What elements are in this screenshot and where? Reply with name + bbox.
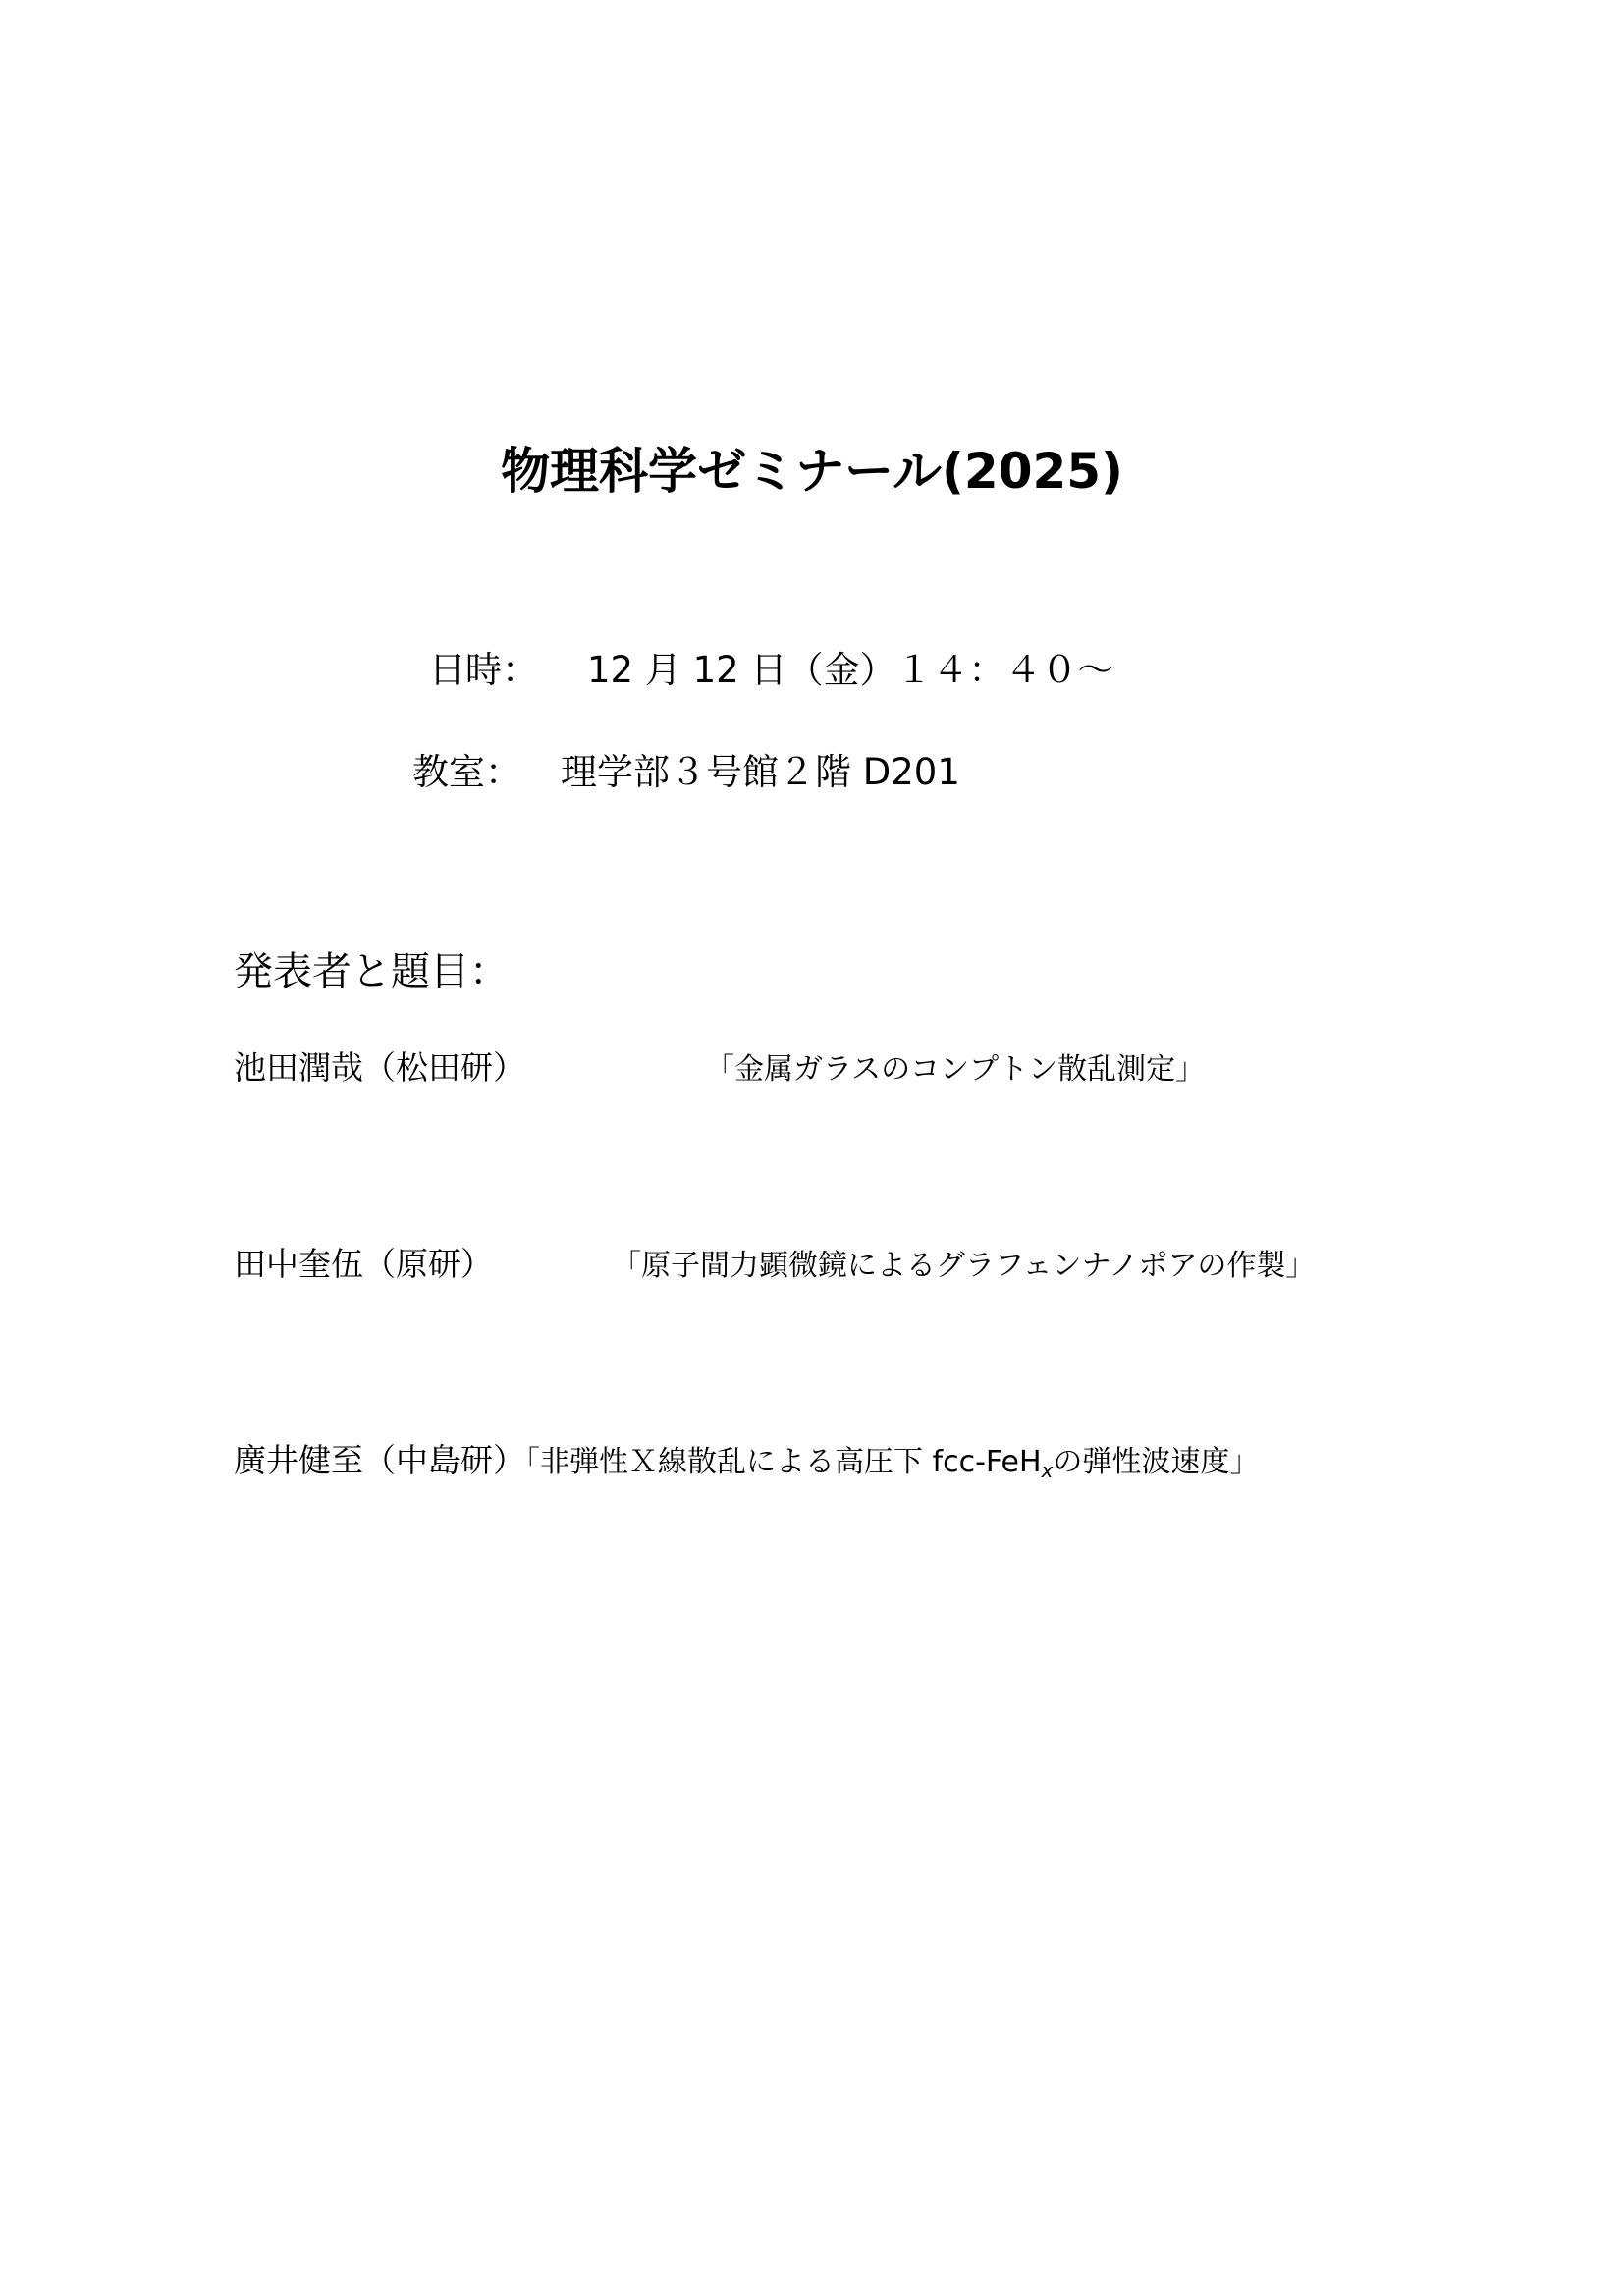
presentation-title: 「金属ガラスのコンプトン散乱測定」 — [705, 1052, 1206, 1087]
room-label: 教室： — [412, 751, 521, 793]
page-title: 物理科学ゼミナール(2025) — [501, 443, 1123, 500]
presentation-title-part: の弾性波速度」 — [1053, 1445, 1260, 1479]
presentation-title-subscript: x — [1041, 1459, 1054, 1482]
presenter-entry — [234, 1435, 1259, 1482]
datetime-label: 日時： — [429, 649, 538, 691]
presentation-title-part: 「非弾性Ｘ線散乱による高圧下 fcc-FeH — [525, 1445, 1042, 1479]
room-line — [412, 742, 960, 795]
presentation-title — [525, 1445, 1260, 1482]
datetime-value: 12 月 12 日（金）１４：４０～ — [587, 649, 1114, 691]
presenter-entry — [234, 1042, 1206, 1089]
presentation-title: 「原子間力顕微鏡によるグラフェンナノポアの作製」 — [612, 1249, 1316, 1283]
datetime-line — [429, 640, 1113, 693]
presenter-name: 廣井健至（中島研） — [234, 1441, 525, 1479]
presenter-entry — [234, 1239, 1316, 1285]
presenters-heading: 発表者と題目： — [234, 949, 509, 994]
room-value: 理学部３号館２階 D201 — [561, 751, 960, 793]
presenter-name: 池田潤哉（松田研） — [234, 1048, 525, 1087]
presenter-name: 田中奎伍（原研） — [234, 1245, 493, 1283]
